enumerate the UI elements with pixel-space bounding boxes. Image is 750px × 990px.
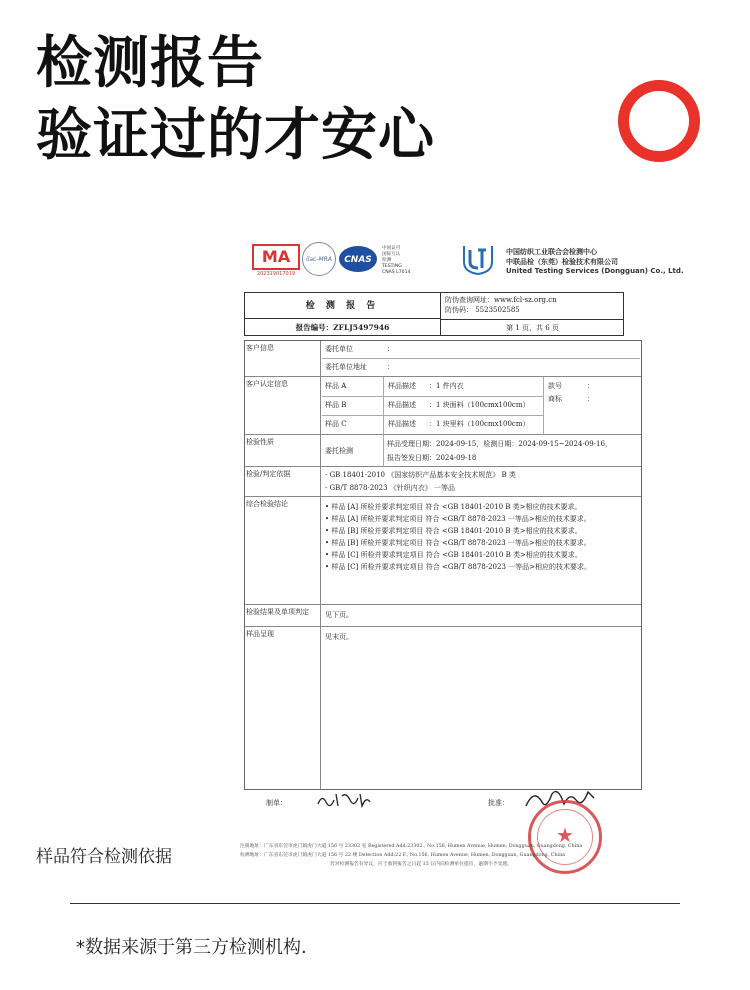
conclusion-item: • 样品 [A] 所检并要求判定项目 符合 <GB 18401-2010 B 类>相应的技术要求。 xyxy=(325,503,582,511)
conclusion-item: • 样品 [A] 所检并要求判定项目 符合 <GB/T 8878-2023 一等品>相应的技术要求。 xyxy=(325,515,591,523)
conclusion-item: • 样品 [C] 所检并要求判定项目 符合 <GB 18401-2010 B 类>相应的技术要求。 xyxy=(325,551,582,559)
issue-date: 报告签发日期：2024-09-18 xyxy=(387,454,477,462)
sample-desc-label: 样品描述 xyxy=(388,420,416,428)
page-info: 第 1 页，共 6 页 xyxy=(441,319,624,336)
red-ring-decoration xyxy=(618,80,700,162)
anti-fake-url: 防伪查询网址：www.fcl-sz.org.cn xyxy=(445,296,557,304)
report-table xyxy=(244,340,642,790)
row-label: 客户认定信息 xyxy=(245,377,321,434)
ilac-logo: ilac-MRA xyxy=(302,242,336,276)
sample-c-desc: ：1 块里料（100cmx100cm） xyxy=(429,420,530,428)
appearance-value: 见末页。 xyxy=(325,633,353,641)
basis-item: - GB 18401-2010 《国家纺织产品基本安全技术规范》 B 类 xyxy=(325,471,516,479)
cnas-caption-line: 国际互认 xyxy=(382,252,401,257)
row-sample-info xyxy=(245,377,641,435)
uts-name-line: 中国纺织工业联合会检测中心 xyxy=(506,248,597,256)
cnas-logo-text: CNAS xyxy=(344,255,372,265)
made-by-signature xyxy=(316,790,372,814)
made-by-label: 制单： xyxy=(266,799,287,807)
inspection-dates: 样品受理日期：2024-09-15，检测日期：2024-09-15~2024-09-16， xyxy=(387,440,612,448)
company-seal-stamp xyxy=(528,800,602,874)
inspection-type: 委托检测 xyxy=(325,447,353,455)
conclusion-item: • 样品 [C] 所检并要求判定项目 符合 <GB/T 8878-2023 一等品>相应的技术要求。 xyxy=(325,563,592,571)
client-unit-value: ： xyxy=(387,345,394,353)
row-label: 检验性质 xyxy=(245,435,321,466)
style-no-value: ： xyxy=(587,382,594,390)
row-label: 客户信息 xyxy=(245,341,321,376)
row-conclusion xyxy=(245,497,641,605)
row-appearance xyxy=(245,627,641,789)
conclusion-item: • 样品 [B] 所检并要求判定项目 符合 <GB/T 8878-2023 一等品>相应的技术要求。 xyxy=(325,539,591,547)
report-header xyxy=(244,292,624,336)
disclaimer: *数据来源于第三方检测机构. xyxy=(76,937,307,958)
cnas-logo xyxy=(338,244,378,274)
divider xyxy=(70,903,680,904)
cnas-caption-line: 检测 xyxy=(382,258,392,263)
caption: 样品符合检测依据 xyxy=(36,847,172,867)
row-label: 综合检验结论 xyxy=(245,497,321,604)
brand-value: ： xyxy=(587,395,594,403)
sample-b-name: 样品 B xyxy=(325,401,347,409)
uts-name xyxy=(506,248,684,277)
basis-item: - GB/T 8878-2023 《针织内衣》 一等品 xyxy=(325,484,456,492)
cnas-caption xyxy=(382,246,416,276)
cma-logo xyxy=(252,244,300,278)
objection-note: 若对检测报告有异议，应于收到报告之日起 15 日内向检测单位提出，逾期不予受理。 xyxy=(330,862,512,867)
seal-star-icon: ★ xyxy=(556,823,574,847)
sample-b-desc: ：1 块面料（100cmx100cm） xyxy=(429,401,530,409)
anti-fake-info xyxy=(445,295,621,315)
approved-by-label: 批准： xyxy=(488,799,509,807)
row-client-info xyxy=(245,341,641,377)
report-title: 检 测 报 告 xyxy=(245,293,441,319)
uts-logo xyxy=(460,242,496,276)
client-unit-label: 委托单位 xyxy=(325,345,353,353)
report-number: 报告编号：ZFLJ5497946 xyxy=(245,319,441,336)
row-label: 检验结果及单项判定 xyxy=(245,605,321,626)
style-no-label: 款号 xyxy=(548,382,562,390)
detection-address: 检测地址：广东省东莞市虎门镇虎门大道 156 号 22 楼 Detection Add:22 F., No.156, Humen Avenue, Humen, Dongguan, Guangdong, China xyxy=(240,853,566,858)
registered-address: 注册地址：广东省东莞市虎门镇虎门大道 156 号 23302 室 Registered Add:23302., No.156, Humen Avenue, Humen, Dongguan, Guangdong, China xyxy=(240,844,583,849)
cnas-caption-line: TESTING xyxy=(382,264,402,269)
test-report xyxy=(244,292,644,792)
row-inspection-nature xyxy=(245,435,641,467)
conclusion-item: • 样品 [B] 所检并要求判定项目 符合 <GB 18401-2010 B 类>相应的技术要求。 xyxy=(325,527,582,535)
sample-a-desc: ：1 件内衣 xyxy=(429,382,464,390)
client-address-value: ： xyxy=(387,363,394,371)
brand-label: 商标 xyxy=(548,395,562,403)
cnas-caption-line: CNAS L7014 xyxy=(382,270,411,275)
results-value: 见下页。 xyxy=(325,611,353,619)
row-results xyxy=(245,605,641,627)
cma-number: 202319017019 xyxy=(256,271,296,277)
headline-line-2: 验证过的才安心 xyxy=(36,103,435,168)
sample-desc-label: 样品描述 xyxy=(388,401,416,409)
row-label: 检验/判定依据 xyxy=(245,467,321,496)
row-label: 样品呈现 xyxy=(245,627,321,789)
cma-logo-text: MA xyxy=(252,244,300,270)
headline-line-1: 检测报告 xyxy=(36,31,264,96)
row-basis xyxy=(245,467,641,497)
uts-name-line: United Testing Services (Dongguan) Co., Ltd. xyxy=(506,267,684,275)
anti-fake-code: 防伪码： 5523502585 xyxy=(445,306,520,314)
cnas-caption-line: 中国认可 xyxy=(382,246,401,251)
sample-a-name: 样品 A xyxy=(325,382,347,390)
sample-desc-label: 样品描述 xyxy=(388,382,416,390)
sample-c-name: 样品 C xyxy=(325,420,347,428)
uts-name-line: 中联品检（东莞）检验技术有限公司 xyxy=(506,257,618,266)
client-address-label: 委托单位地址 xyxy=(325,363,367,371)
certification-logos xyxy=(248,240,684,285)
